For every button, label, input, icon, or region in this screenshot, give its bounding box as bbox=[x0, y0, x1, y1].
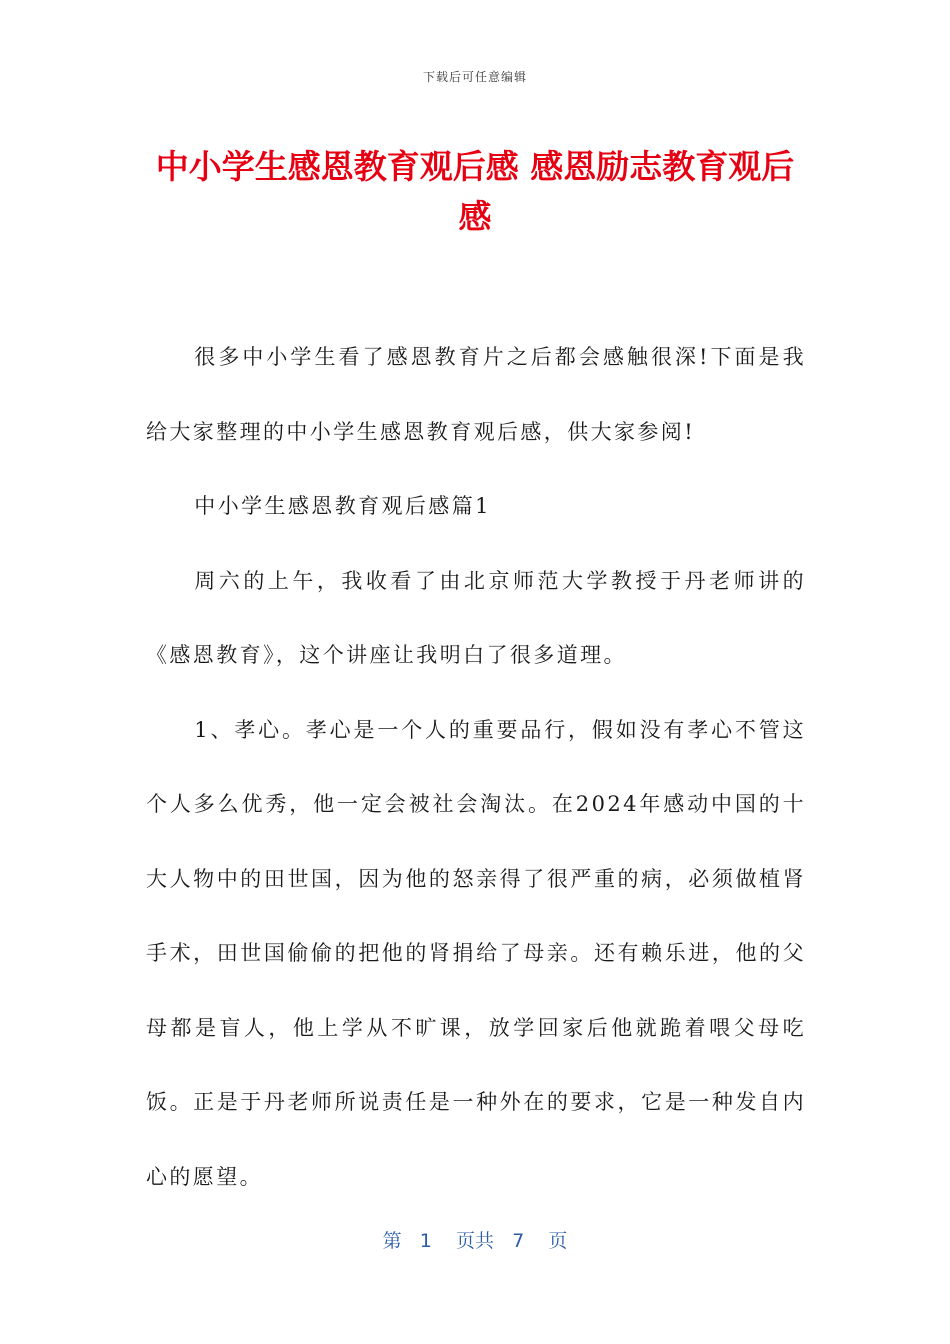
footer-prefix: 第 bbox=[382, 1230, 402, 1252]
page-footer bbox=[0, 1226, 950, 1253]
document-body bbox=[146, 320, 806, 1214]
header-note: 下载后可任意编辑 bbox=[422, 70, 527, 84]
footer-total-pages: 7 bbox=[512, 1230, 525, 1252]
paragraph-intro: 很多中小学生看了感恩教育片之后都会感触很深!下面是我给大家整理的中小学生感恩教育观后感，供大家参阅! bbox=[146, 345, 806, 444]
footer-suffix: 页 bbox=[548, 1230, 568, 1252]
paragraph-filial-piety: 1、孝心。孝心是一个人的重要品行，假如没有孝心不管这个人多么优秀，他一定会被社会淘汰。在2024年感动中国的十大人物中的田世国，因为他的怒亲得了很严重的病，必须做植肾手术，田世国偷偷的把他的肾捐给了母亲。还有赖乐进，他的父母都是盲人，他上学从不旷课，放学回家后他就跪着喂父母吃饭。正是于丹老师所说责任是一种外在的要求，它是一种发自内心的愿望。 bbox=[146, 717, 806, 1189]
footer-current-page: 1 bbox=[419, 1230, 432, 1252]
section-heading: 中小学生感恩教育观后感篇1 bbox=[194, 494, 491, 518]
paragraph-lecture: 周六的上午，我收看了由北京师范大学教授于丹老师讲的《感恩教育》，这个讲座让我明白了很多道理。 bbox=[146, 568, 806, 667]
footer-middle: 页共 bbox=[455, 1230, 494, 1252]
document-title: 中小学生感恩教育观后感 感恩励志教育观后感 bbox=[155, 147, 795, 236]
